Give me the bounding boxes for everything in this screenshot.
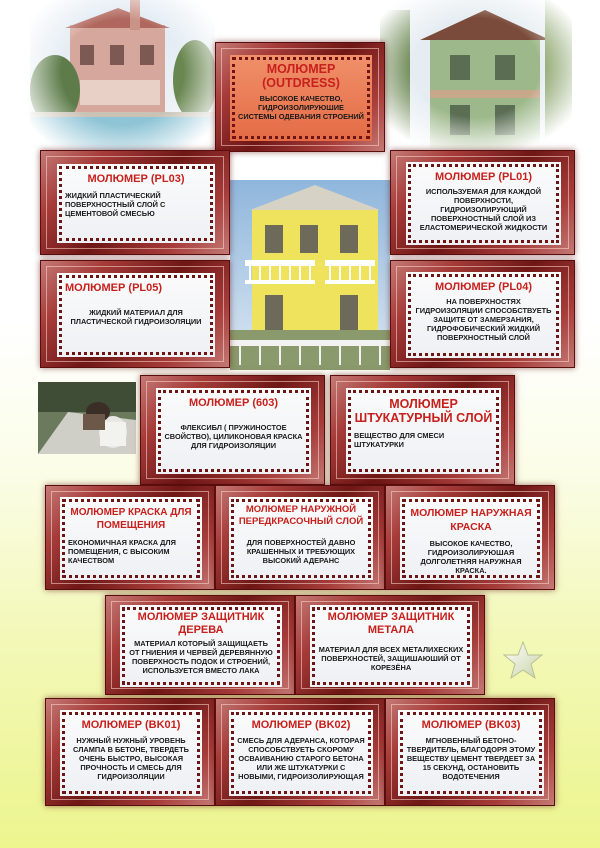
card-pl03: [40, 150, 230, 255]
villa-pool-photo: [30, 0, 215, 160]
card-description: НУЖНЫЙ НУЖНЫЙ УРОВЕНЬ СЛАМПА В БЕТОНЕ, ТВЕРДЕТЬ ОЧЕНЬ БЫСТРО, ВЫСОКАЯ ПРОЧНОСТЬ И СМЕСЬ ДЛЯ ГИДРОИЗОЛЯЦИИ: [73, 736, 189, 781]
card-plaster: [330, 375, 515, 485]
card-title: МОЛЮМЕР ЗАЩИТНИК ДЕРЕВА: [137, 611, 265, 636]
card-indoor-paint: [45, 485, 215, 590]
card-description: НА ПОВЕРХНОСТЯХ ГИДРОИЗОЛЯЦИИ СПОСОБСТВУЕТЬ ЗАЩИТЕ ОТ ЗАМЕРЗАНИЯ, ГИДРОФОБИЧЕСКИЙ ЖИДКИЙ ПОВЕРХНОСТНЫЙ СЛОЙ: [415, 297, 552, 342]
card-title: МОЛЮМЕР (BK03): [421, 719, 521, 731]
card-metal-protector: [295, 595, 485, 695]
card-outdoor-paint: [385, 485, 555, 590]
card-outdress: [215, 42, 385, 152]
card-description: ВЫСОКОЕ КАЧЕСТВО, ГИДРОИЗОЛИРУЮШИЕ СИСТЕМЫ ОДЕВАНИЯ СТРОЕНИЙ: [238, 94, 364, 121]
card-exterior-primer: [215, 485, 385, 590]
card-description: ВЫСОКОЕ КАЧЕСТВО, ГИДРОИЗОЛИРУЮШАЯ ДОЛГОЛЕТНЯЯ НАРУЖНАЯ КРАСКА.: [420, 539, 522, 575]
card-description: ДЛЯ ПОВЕРХНОСТЕЙ ДАВНО КРАШЕННЫХ И ТРЕБУЮЩИХ ВЫСОКИЙ АДЕРАНС: [246, 538, 356, 565]
card-pl04: [390, 260, 575, 368]
card-description: ЖИДКИЙ МАТЕРИАЛ ДЛЯ ПЛАСТИЧЕСКОЙ ГИДРОИЗОЛЯЦИИ: [70, 308, 202, 326]
card-bk01: [45, 698, 215, 806]
card-title: МОЛЮМЕР ШТУКАТУРНЫЙ СЛОЙ: [354, 397, 493, 425]
star-icon: [502, 640, 544, 680]
card-title: МОЛЮМЕР ЗАЩИТНИК МЕТАЛА: [327, 611, 455, 636]
card-description: ИСПОЛЬЗУЕМАЯ ДЛЯ КАЖДОЙ ПОВЕРХНОСТИ, ГИДРОИЗОЛИРУЮЩИЙ ПОВЕРХНОСТНЫЙ СЛОЙ ИЗ ЕЛАСТОМЕРИЧЕСКОЙ ЖИДКОСТИ: [419, 187, 548, 232]
card-description: СМЕСЬ ДЛЯ АДЕРАНСА, КОТОРАЯ СПОСОБСТВУЕТЬ СКОРОМУ ОСВАИВАНИЮ СТАРОГО БЕТОНА ИЛИ ЖЕ ШТУКАТУРКИ С НОВЫМИ, ГИДРОИЗОЛИРУЮЩАЯ: [237, 736, 365, 781]
card-description: ВЕЩЕСТВО ДЛЯ СМЕСИ ШТУКАТУРКИ: [354, 431, 445, 449]
card-description: ФЛЕКСИБЛ ( ПРУЖИНОСТОЕ СВОЙСТВО), ЦИЛИКОНОВАЯ КРАСКА ДЛЯ ГИДРОИЗОЛЯЦИИ: [164, 423, 303, 450]
card-title: МОЛЮМЕР НАРУЖНАЯ КРАСКА: [410, 507, 532, 533]
card-description: ЖИДКИЙ ПЛАСТИЧЕСКИЙ ПОВЕРХНОСТНЫЙ СЛОЙ С ЦЕМЕНТОВОЙ СМЕСЬЮ: [65, 191, 166, 218]
card-pl01: [390, 150, 575, 255]
card-wood-protector: [105, 595, 295, 695]
card-title: МОЛЮМЕР (OUTDRESS): [262, 62, 340, 90]
card-description: ЕКОНОМИЧНАЯ КРАСКА ДЛЯ ПОМЕЩЕНИЯ, С ВЫСОКИМ КАЧЕСТВОМ: [68, 538, 176, 565]
card-description: МГНОВЕННЫЙ БЕТОНО-ТВЕРДИТЕЛЬ, БЛАГОДОРЯ ЭТОМУ ВЕЩЕСТВУ ЦЕМЕНТ ТВЕРДЕЕТ ЗА 15 СЕКУНД, ОСТАНОВИТЬ ВОДОТЕЧЕНИЯ: [406, 736, 536, 781]
card-title: МОЛЮМЕР (PL03): [87, 173, 185, 185]
worker-applying-photo: [38, 382, 136, 454]
card-title: МОЛЮМЕР (PL04): [434, 281, 533, 293]
card-title: МОЛЮМЕР НАРУЖНОЙ ПЕРЕДКРАСОЧНЫЙ СЛОЙ: [238, 504, 364, 527]
yellow-house-photo: [230, 180, 390, 370]
card-bk02: [215, 698, 385, 806]
card-pl05: [40, 260, 230, 368]
card-description: МАТЕРИАЛ ДЛЯ ВСЕХ МЕТАЛИХЕСКИХ ПОВЕРХНОСТЕЙ, ЗАЩИШАЮШИЙ ОТ КОРЕЗЁНА: [318, 645, 464, 672]
card-title: МОЛЮМЕР (BK01): [81, 719, 181, 731]
card-603: [140, 375, 325, 485]
card-title: МОЛЮМЕР (BK02): [251, 719, 351, 731]
card-title: МОЛЮМЕР (PL01): [434, 171, 533, 183]
card-description: МАТЕРИАЛ КОТОРЫЙ ЗАЩИЩАЕТЬ ОТ ГНИЕНИЯ И ЧЕРВЕЙ ДЕРЕВЯННУЮ ПОВЕРХНОСТЬ ПОДОК И СТРОЕНИЙ, ИСПОЛЬЗУЕТСЯ ВМЕСТО ЛАКА: [129, 639, 273, 675]
card-title: МОЛЮМЕР (603): [188, 397, 279, 409]
card-title: МОЛЮМЕР (PL05): [65, 282, 163, 294]
card-bk03: [385, 698, 555, 806]
card-title: МОЛЮМЕР КРАСКА ДЛЯ ПОМЕЩЕНИЯ: [70, 507, 192, 531]
green-house-photo: [380, 0, 572, 150]
